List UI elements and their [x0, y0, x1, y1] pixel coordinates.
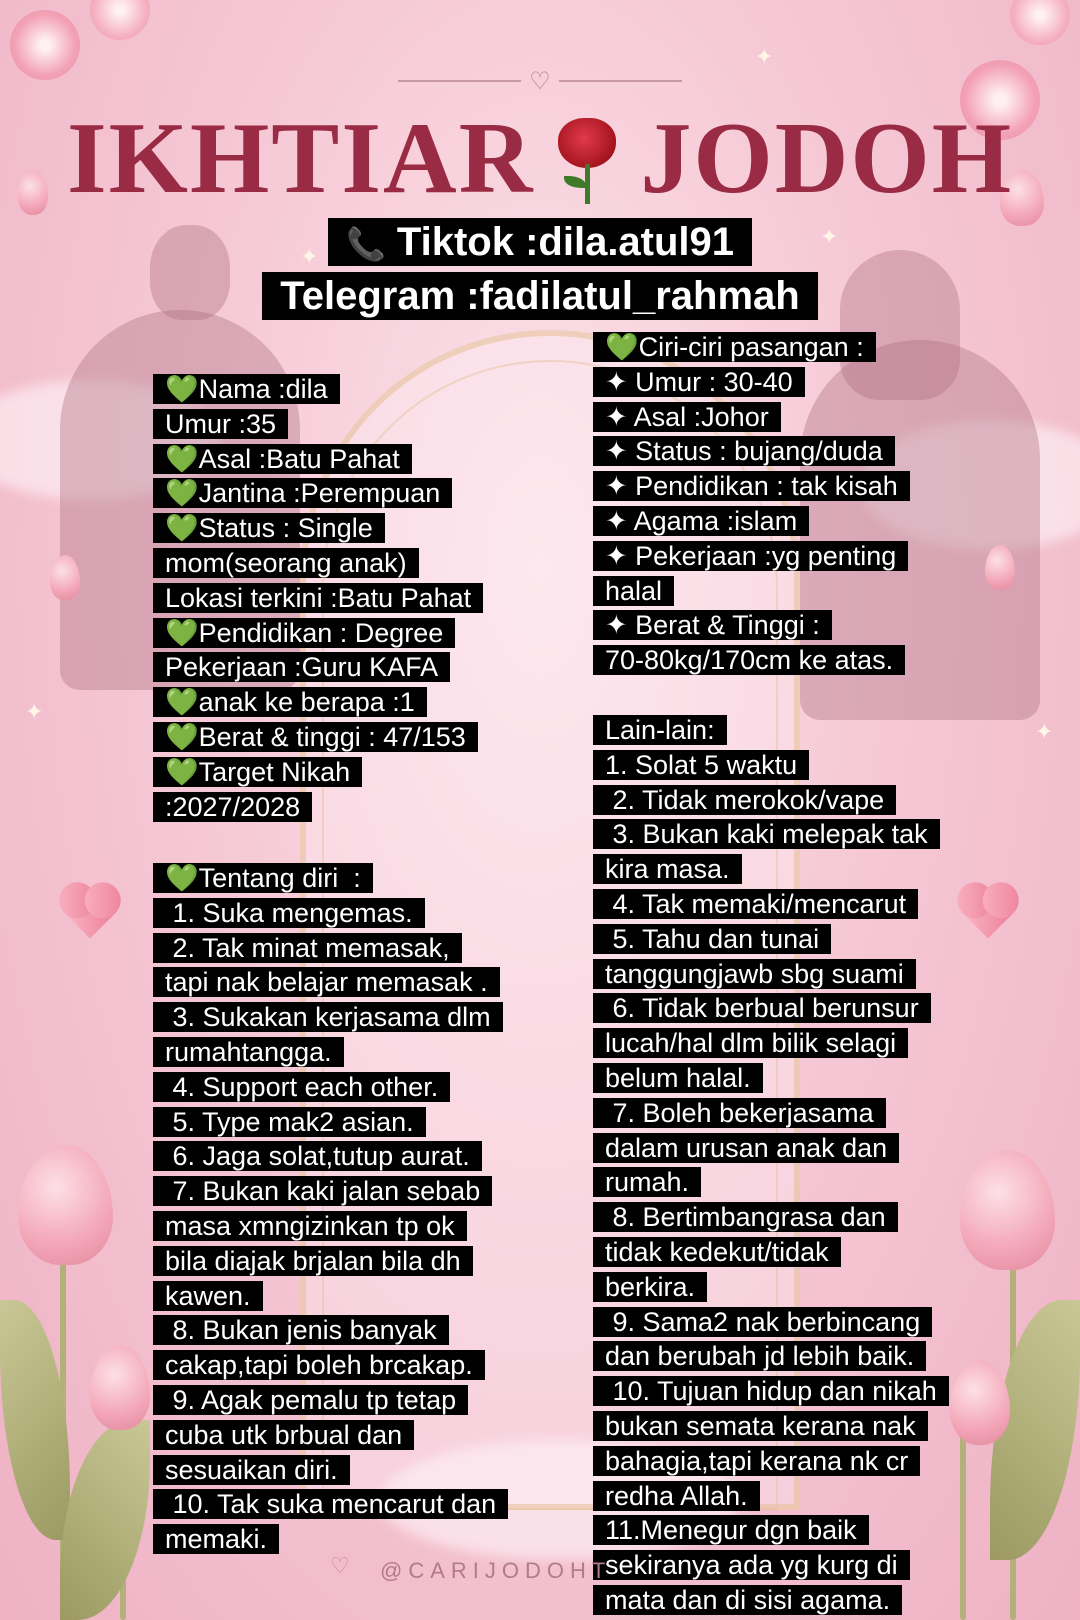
- text-line: ✦ Status : bujang/duda: [593, 434, 943, 469]
- text-line: 💚Jantina :Perempuan: [153, 476, 513, 511]
- telegram-contact: [0, 270, 1080, 322]
- text-line: bila diajak brjalan bila dh: [153, 1244, 533, 1279]
- text-line: 10. Tak suka mencarut dan: [153, 1487, 533, 1522]
- partner-criteria-section: [593, 330, 943, 678]
- text-line: 6. Tidak berbual berunsur: [593, 991, 973, 1026]
- text-line: sekiranya ada yg kurg di: [593, 1548, 973, 1583]
- text-line: rumahtangga.: [153, 1035, 533, 1070]
- profile-section: [153, 372, 513, 824]
- text-line: kawen.: [153, 1279, 533, 1314]
- text-line: cuba utk brbual dan: [153, 1418, 533, 1453]
- tulip-icon: [960, 1150, 1055, 1270]
- flower-icon: [10, 10, 80, 80]
- text-line: 💚Tentang diri :: [153, 861, 533, 896]
- text-line: 5. Type mak2 asian.: [153, 1105, 533, 1140]
- text-line: ✦ Berat & Tinggi :: [593, 608, 943, 643]
- text-line: dan berubah jd lebih baik.: [593, 1339, 973, 1374]
- tiktok-contact: [0, 216, 1080, 270]
- text-line: Umur :35: [153, 407, 513, 442]
- text-line: memaki.: [153, 1522, 533, 1557]
- text-line: tanggungjawb sbg suami: [593, 957, 973, 992]
- text-line: 💚anak ke berapa :1: [153, 685, 513, 720]
- text-line: 7. Boleh bekerjasama: [593, 1096, 973, 1131]
- text-line: Lain-lain:: [593, 713, 973, 748]
- title-right: JODOH: [640, 102, 1014, 215]
- title-left: IKHTIAR: [66, 102, 535, 215]
- sparkle-icon: ✦: [755, 45, 774, 70]
- text-line: 3. Sukakan kerjasama dlm: [153, 1000, 533, 1035]
- text-line: ✦ Pendidikan : tak kisah: [593, 469, 943, 504]
- rose-icon: [552, 114, 622, 204]
- text-line: 2. Tak minat memasak,: [153, 931, 533, 966]
- text-line: ✦ Umur : 30-40: [593, 365, 943, 400]
- text-line: belum halal.: [593, 1061, 973, 1096]
- text-line: 💚Status : Single: [153, 511, 513, 546]
- text-line: 💚Nama :dila: [153, 372, 513, 407]
- text-line: 8. Bukan jenis banyak: [153, 1313, 533, 1348]
- text-line: 💚Target Nikah: [153, 755, 513, 790]
- heart-ornament: ♡: [390, 66, 690, 96]
- text-line: mata dan di sisi agama.: [593, 1583, 973, 1618]
- text-line: dalam urusan anak dan: [593, 1131, 973, 1166]
- about-self-section: [153, 861, 533, 1557]
- text-line: kira masa.: [593, 852, 973, 887]
- text-line: redha Allah.: [593, 1479, 973, 1514]
- text-line: berkira.: [593, 1270, 973, 1305]
- text-line: :2027/2028: [153, 790, 513, 825]
- telegram-handle: Telegram :fadilatul_rahmah: [262, 272, 817, 320]
- text-line: Lokasi terkini :Batu Pahat: [153, 581, 513, 616]
- text-line: 2. Tidak merokok/vape: [593, 783, 973, 818]
- text-line: mom(seorang anak): [153, 546, 513, 581]
- text-line: 💚Ciri-ciri pasangan :: [593, 330, 943, 365]
- text-line: 1. Suka mengemas.: [153, 896, 533, 931]
- text-line: 6. Jaga solat,tutup aurat.: [153, 1139, 533, 1174]
- text-line: Pekerjaan :Guru KAFA: [153, 650, 513, 685]
- text-line: masa xmngizinkan tp ok: [153, 1209, 533, 1244]
- text-line: rumah.: [593, 1165, 973, 1200]
- text-line: 9. Sama2 nak berbincang: [593, 1305, 973, 1340]
- text-line: 10. Tujuan hidup dan nikah: [593, 1374, 973, 1409]
- text-line: 4. Support each other.: [153, 1070, 533, 1105]
- text-line: ✦ Pekerjaan :yg penting: [593, 539, 943, 574]
- text-line: 11.Menegur dgn baik: [593, 1513, 973, 1548]
- watermark: @CARIJODOHT: [380, 1558, 612, 1583]
- text-line: 💚Asal :Batu Pahat: [153, 442, 513, 477]
- heart-icon: ♡: [330, 1554, 350, 1579]
- text-line: 9. Agak pemalu tp tetap: [153, 1383, 533, 1418]
- text-line: halal: [593, 574, 943, 609]
- text-line: sesuaikan diri.: [153, 1453, 533, 1488]
- background-illustration: ✦ ✦ ✦ ✦ ✦: [0, 0, 1080, 1620]
- text-line: 3. Bukan kaki melepak tak: [593, 817, 973, 852]
- text-line: 💚Pendidikan : Degree: [153, 616, 513, 651]
- text-line: 4. Tak memaki/mencarut: [593, 887, 973, 922]
- page-title: [0, 102, 1080, 215]
- text-line: bukan semata kerana nak: [593, 1409, 973, 1444]
- text-line: ✦ Asal :Johor: [593, 400, 943, 435]
- text-line: 5. Tahu dan tunai: [593, 922, 973, 957]
- text-line: ✦ Agama :islam: [593, 504, 943, 539]
- others-section: [593, 713, 973, 1618]
- heart-icon: [65, 888, 116, 939]
- text-line: 7. Bukan kaki jalan sebab: [153, 1174, 533, 1209]
- text-line: 💚Berat & tinggi : 47/153: [153, 720, 513, 755]
- tulip-icon: [18, 1145, 113, 1265]
- text-line: cakap,tapi boleh brcakap.: [153, 1348, 533, 1383]
- text-line: 1. Solat 5 waktu: [593, 748, 973, 783]
- text-line: lucah/hal dlm bilik selagi: [593, 1026, 973, 1061]
- text-line: 8. Bertimbangrasa dan: [593, 1200, 973, 1235]
- text-line: tidak kedekut/tidak: [593, 1235, 973, 1270]
- tiktok-handle: Tiktok :dila.atul91: [396, 220, 735, 264]
- text-line: tapi nak belajar memasak .: [153, 965, 533, 1000]
- phone-icon: 📞: [345, 225, 386, 263]
- text-line: 70-80kg/170cm ke atas.: [593, 643, 943, 678]
- text-line: bahagia,tapi kerana nk cr: [593, 1444, 973, 1479]
